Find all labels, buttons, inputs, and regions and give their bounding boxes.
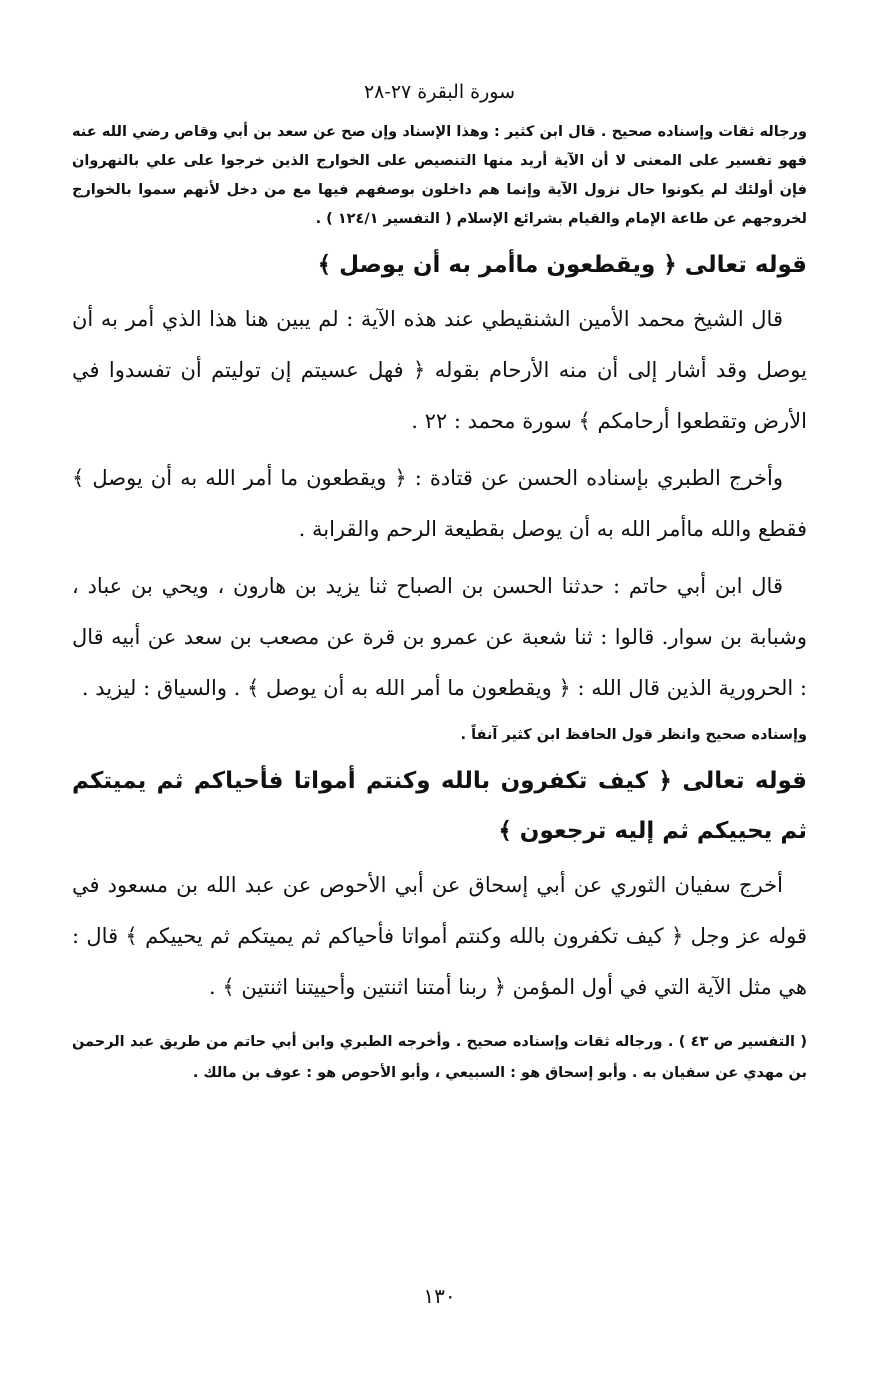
- page-number: ١٣٠: [423, 1284, 456, 1308]
- footnote: ( التفسير ص ٤٣ ) . ورجاله ثقات وإسناده صحيح . وأخرجه الطبري وابن أبي حاتم من طريق عبد الرحمن بن مهدي عن سفيان به . وأبو إسحاق هو : السبيعي ، وأبو الأحوص هو : عوف بن مالك .: [72, 1034, 807, 1081]
- paragraph-3: قال ابن أبي حاتم : حدثنا الحسن بن الصباح ثنا يزيد بن هارون ، ويحي بن عباد ، وشبابة بن سوار. قالوا : ثنا شعبة عن عمرو بن قرة عن مصعب بن سعد عن أبيه قال : الحرورية الذين قال الله : ﴿ ويقطعون ما أمر الله به أن يوصل ﴾ . والسياق : ليزيد .: [72, 574, 807, 700]
- chain-note: وإسناده صحيح وانظر قول الحافظ ابن كثير آنفاً .: [460, 727, 807, 743]
- paragraph-2: وأخرج الطبري بإسناده الحسن عن قتادة : ﴿ ويقطعون ما أمر الله به أن يوصل ﴾ فقطع والله ماأمر الله به أن يوصل بقطيعة الرحم والقرابة .: [72, 466, 807, 541]
- paragraph-1: قال الشيخ محمد الأمين الشنقيطي عند هذه الآية : لم يبين هنا هذا الذي أمر به أن يوصل وقد أشار إلى أن منه الأرحام بقوله ﴿ فهل عسيتم إن توليتم أن تفسدوا في الأرض وتقطعوا أرحامكم ﴾ سورة محمد : ٢٢ .: [72, 307, 807, 433]
- section-heading-2: قوله تعالى ﴿ كيف تكفرون بالله وكنتم أمواتا فأحياكم ثم يميتكم ثم يحييكم ثم إليه ترجعون ﴾: [72, 768, 807, 844]
- page-header: سورة البقرة ٢٧-٢٨: [363, 81, 516, 103]
- section-heading-1: قوله تعالى ﴿ ويقطعون ماأمر به أن يوصل ﴾: [317, 252, 807, 278]
- page-content: [72, 118, 807, 1089]
- paragraph-4: أخرج سفيان الثوري عن أبي إسحاق عن أبي الأحوص عن عبد الله بن مسعود في قوله عز وجل ﴿ كيف تكفرون بالله وكنتم أمواتا فأحياكم ثم يميتكم ثم يحييكم ﴾ قال : هي مثل الآية التي في أول المؤمن ﴿ ربنا أمتنا اثنتين وأحييتنا اثنتين ﴾ .: [72, 873, 807, 999]
- top-note: ورجاله ثقات وإسناده صحيح . قال ابن كثير : وهذا الإسناد وإن صح عن سعد بن أبي وقاص رضي الله عنه فهو تفسير على المعنى لا أن الآية أريد منها التنصيص على الخوارج الذين خرجوا على علي بالنهروان فإن أولئك لم يكونوا حال نزول الآية وإنما هم داخلون بوصفهم فيها مع من دخل لأنهم سموا بالخوارج لخروجهم عن طاعة الإمام والقيام بشرائع الإسلام ( التفسير ١٢٤/١ ) .: [72, 124, 807, 227]
